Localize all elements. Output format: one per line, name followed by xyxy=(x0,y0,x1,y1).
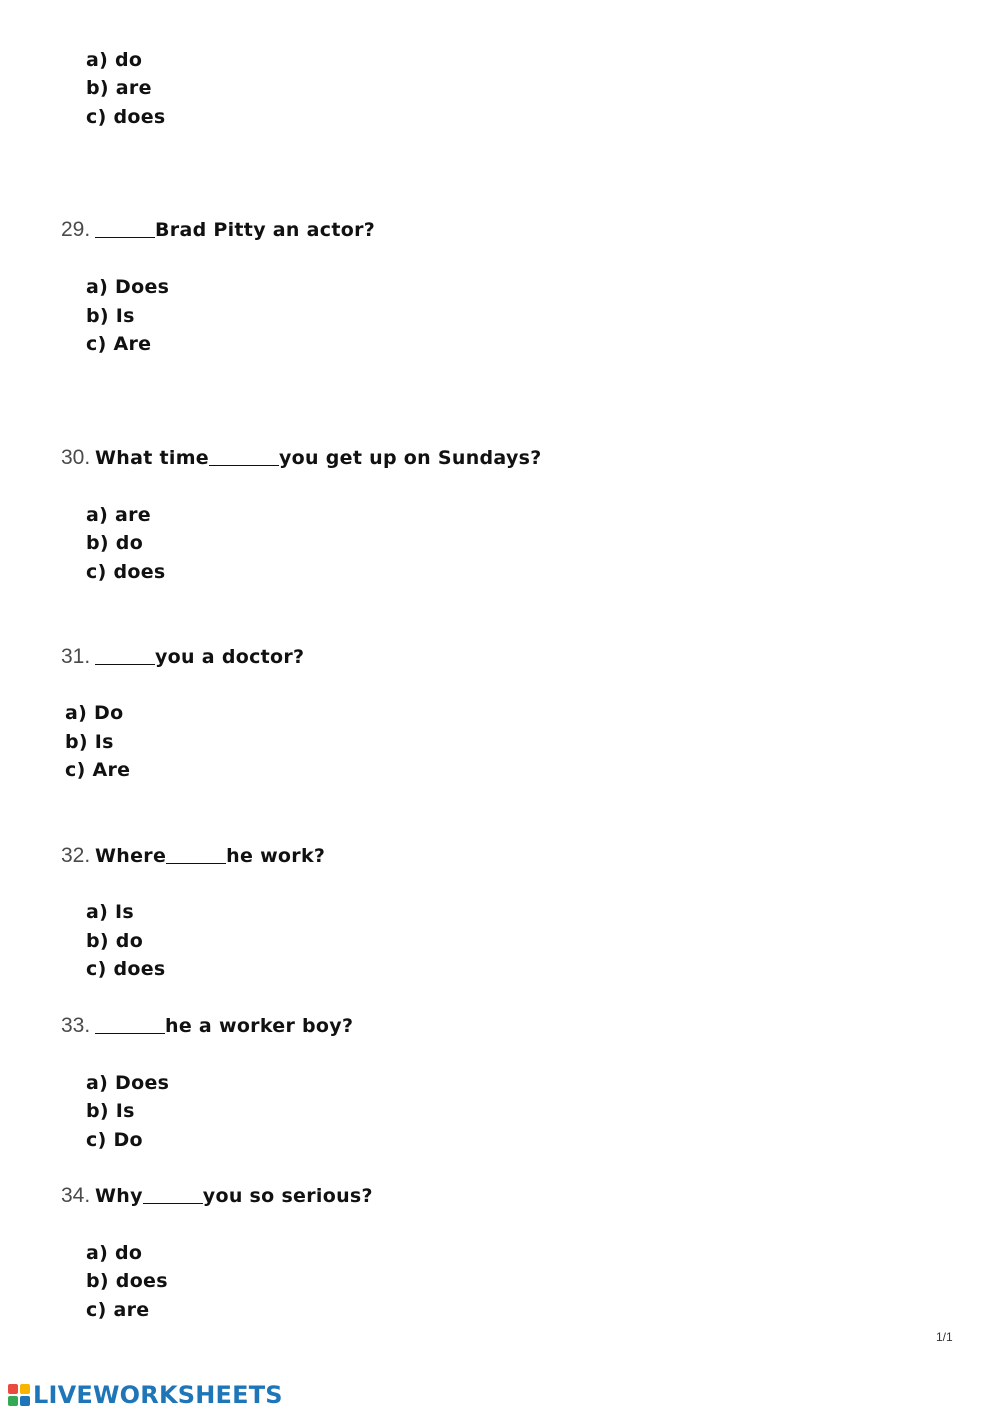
question-32 xyxy=(61,843,325,869)
logo-square-green xyxy=(8,1396,18,1406)
question-number: 34. xyxy=(61,1184,91,1207)
option-a[interactable]: a) do xyxy=(86,1242,143,1264)
answer-blank[interactable] xyxy=(95,1015,165,1034)
question-text-before: Why xyxy=(95,1185,143,1207)
option-b[interactable]: b) Is xyxy=(86,1100,135,1122)
question-33 xyxy=(61,1013,353,1039)
question-number: 33. xyxy=(61,1014,91,1037)
option-b[interactable]: b) does xyxy=(86,1270,168,1292)
question-number: 32. xyxy=(61,844,91,867)
option-b[interactable]: b) are xyxy=(86,77,152,99)
option-c[interactable]: c) Are xyxy=(86,333,152,355)
answer-blank[interactable] xyxy=(143,1185,203,1204)
question-text: you so serious? xyxy=(202,1185,373,1207)
question-text: you get up on Sundays? xyxy=(278,447,542,469)
option-a[interactable]: a) Does xyxy=(86,276,170,298)
answer-blank[interactable] xyxy=(166,845,226,864)
question-number: 29. xyxy=(61,218,91,241)
question-number: 30. xyxy=(61,446,91,469)
answer-blank[interactable] xyxy=(95,219,155,238)
page-number: 1/1 xyxy=(936,1330,953,1344)
option-a[interactable]: a) are xyxy=(86,504,151,526)
question-text-before: Where xyxy=(95,845,167,867)
answer-blank[interactable] xyxy=(209,447,279,466)
option-c[interactable]: c) are xyxy=(86,1299,150,1321)
option-c[interactable]: c) does xyxy=(86,958,166,980)
option-c[interactable]: c) does xyxy=(86,106,166,128)
option-a[interactable]: a) Does xyxy=(86,1072,170,1094)
brand-name: LIVEWORKSHEETS xyxy=(33,1381,283,1409)
option-a[interactable]: a) Do xyxy=(65,702,124,724)
option-c[interactable]: c) Are xyxy=(65,759,131,781)
option-b[interactable]: b) Is xyxy=(86,305,135,327)
option-c[interactable]: c) does xyxy=(86,561,166,583)
question-text: Brad Pitty an actor? xyxy=(155,219,376,241)
question-text: he work? xyxy=(226,845,326,867)
question-31 xyxy=(61,644,304,670)
option-c[interactable]: c) Do xyxy=(86,1129,143,1151)
option-a[interactable]: a) Is xyxy=(86,901,134,923)
option-b[interactable]: b) do xyxy=(86,930,144,952)
question-30 xyxy=(61,445,542,471)
liveworksheets-logo-icon xyxy=(8,1384,30,1406)
question-number: 31. xyxy=(61,645,91,668)
question-text: he a worker boy? xyxy=(165,1015,354,1037)
logo-square-red xyxy=(8,1384,18,1394)
option-b[interactable]: b) do xyxy=(86,532,144,554)
footer-logo[interactable] xyxy=(8,1381,283,1409)
question-text: you a doctor? xyxy=(155,646,305,668)
question-34 xyxy=(61,1183,373,1209)
question-text-before: What time xyxy=(95,447,209,469)
option-a[interactable]: a) do xyxy=(86,49,143,71)
option-b[interactable]: b) Is xyxy=(65,731,114,753)
logo-square-yellow xyxy=(20,1384,30,1394)
logo-square-blue xyxy=(20,1396,30,1406)
answer-blank[interactable] xyxy=(95,646,155,665)
question-29 xyxy=(61,217,375,243)
